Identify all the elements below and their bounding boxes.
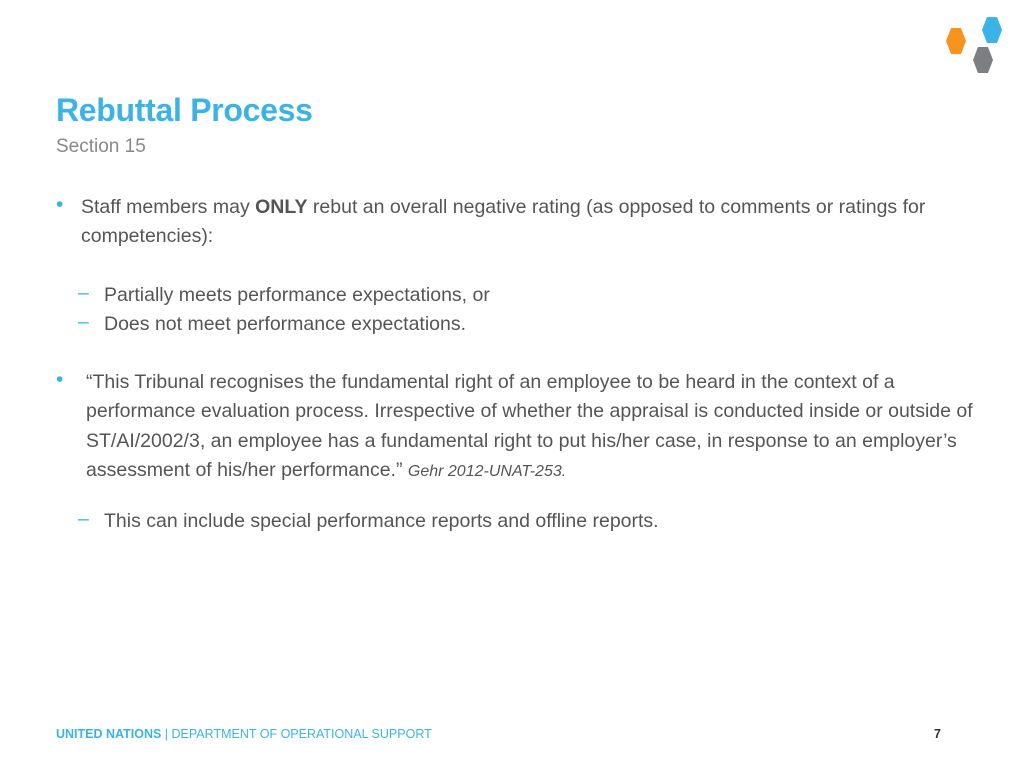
logo-hexagon-gray bbox=[973, 47, 993, 73]
sub-item-text: Partially meets performance expectations, or bbox=[104, 283, 490, 306]
dash-icon: – bbox=[78, 508, 89, 531]
logo-hexagon-blue bbox=[982, 17, 1002, 43]
quote-text: “This Tribunal recognises the fundamental right of an employee to be heard in the context of a performance evaluation process. Irrespective of whether the appraisal is conducted inside or outside of ST/AI/2002/3, an employee has a fundamental right to put his/her case, in response to an employer’s assessment of his/her performance.” bbox=[86, 371, 973, 482]
brand-logo bbox=[940, 14, 1010, 84]
citation-end: . bbox=[561, 463, 567, 481]
bullet-item-quote bbox=[56, 368, 976, 486]
footer-department: DEPARTMENT OF OPERATIONAL SUPPORT bbox=[171, 727, 432, 741]
footer-separator: | bbox=[161, 727, 172, 741]
slide-content bbox=[56, 193, 976, 537]
bullet-emphasis: ONLY bbox=[255, 196, 308, 218]
footer bbox=[56, 727, 432, 741]
page-subtitle: Section 15 bbox=[56, 136, 146, 157]
bullet-icon: • bbox=[56, 368, 64, 392]
bullet-item bbox=[56, 193, 976, 252]
footer-org: UNITED NATIONS bbox=[56, 727, 162, 741]
citation: Gehr 2012-UNAT-253 bbox=[407, 463, 562, 481]
bullet-icon: • bbox=[56, 193, 64, 216]
logo-hexagon-orange bbox=[946, 28, 966, 54]
sub-list bbox=[78, 507, 976, 536]
sub-list-item bbox=[78, 281, 976, 310]
bullet-text-end: rebut an overall negative rating (as opposed to comments or ratings for competencies): bbox=[81, 196, 926, 248]
sub-item-text: This can include special performance reports and offline reports. bbox=[104, 510, 659, 533]
sub-list-item bbox=[78, 310, 976, 339]
page-number: 7 bbox=[934, 727, 941, 741]
sub-list-item bbox=[78, 507, 976, 536]
dash-icon: – bbox=[78, 310, 89, 333]
sub-item-text: Does not meet performance expectations. bbox=[104, 312, 467, 335]
dash-icon: – bbox=[78, 281, 89, 304]
page-title: Rebuttal Process bbox=[56, 92, 313, 128]
sub-list bbox=[78, 281, 976, 340]
bullet-text-start: Staff members may bbox=[81, 196, 256, 218]
